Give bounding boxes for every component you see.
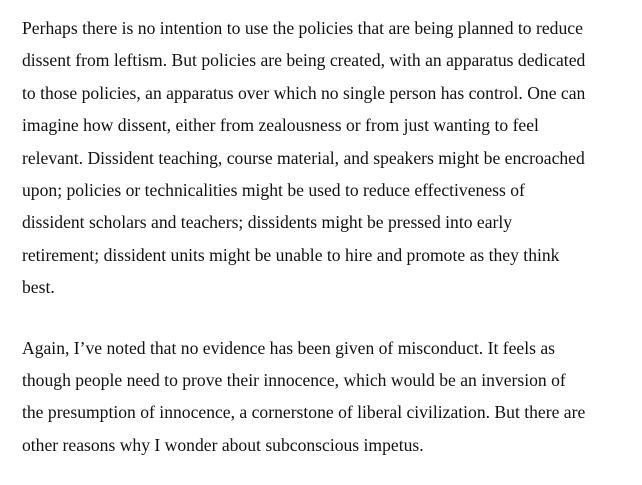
paragraph-spacer — [22, 304, 632, 332]
paragraph-2 — [22, 332, 632, 462]
text-line: the presumption of innocence, a cornerstone of liberal civilization. But there are — [22, 402, 586, 423]
text-line: upon; policies or technicalities might be used to reduce effectiveness of — [22, 179, 525, 200]
text-line: other reasons why I wonder about subconscious impetus. — [22, 434, 424, 455]
text-line: dissident scholars and teachers; dissidents might be pressed into early — [22, 212, 513, 233]
text-line: best. — [22, 277, 55, 298]
text-line: to those policies, an apparatus over which no single person has control. One can — [22, 82, 586, 103]
text-line: relevant. Dissident teaching, course material, and speakers might be encroached — [22, 147, 585, 168]
text-line: though people need to prove their innocence, which would be an inversion of — [22, 369, 566, 390]
text-line: Perhaps there is no intention to use the policies that are being planned to reduce — [22, 18, 583, 38]
text-line: dissent from leftism. But policies are being created, with an apparatus dedicated — [22, 50, 586, 71]
text-line: retirement; dissident units might be unable to hire and promote as they think — [22, 244, 560, 265]
paragraph-1 — [22, 12, 632, 304]
document-body — [22, 12, 632, 461]
text-line: imagine how dissent, either from zealousness or from just wanting to feel — [22, 115, 539, 136]
text-line: Again, I’ve noted that no evidence has been given of misconduct. It feels as — [22, 337, 556, 358]
